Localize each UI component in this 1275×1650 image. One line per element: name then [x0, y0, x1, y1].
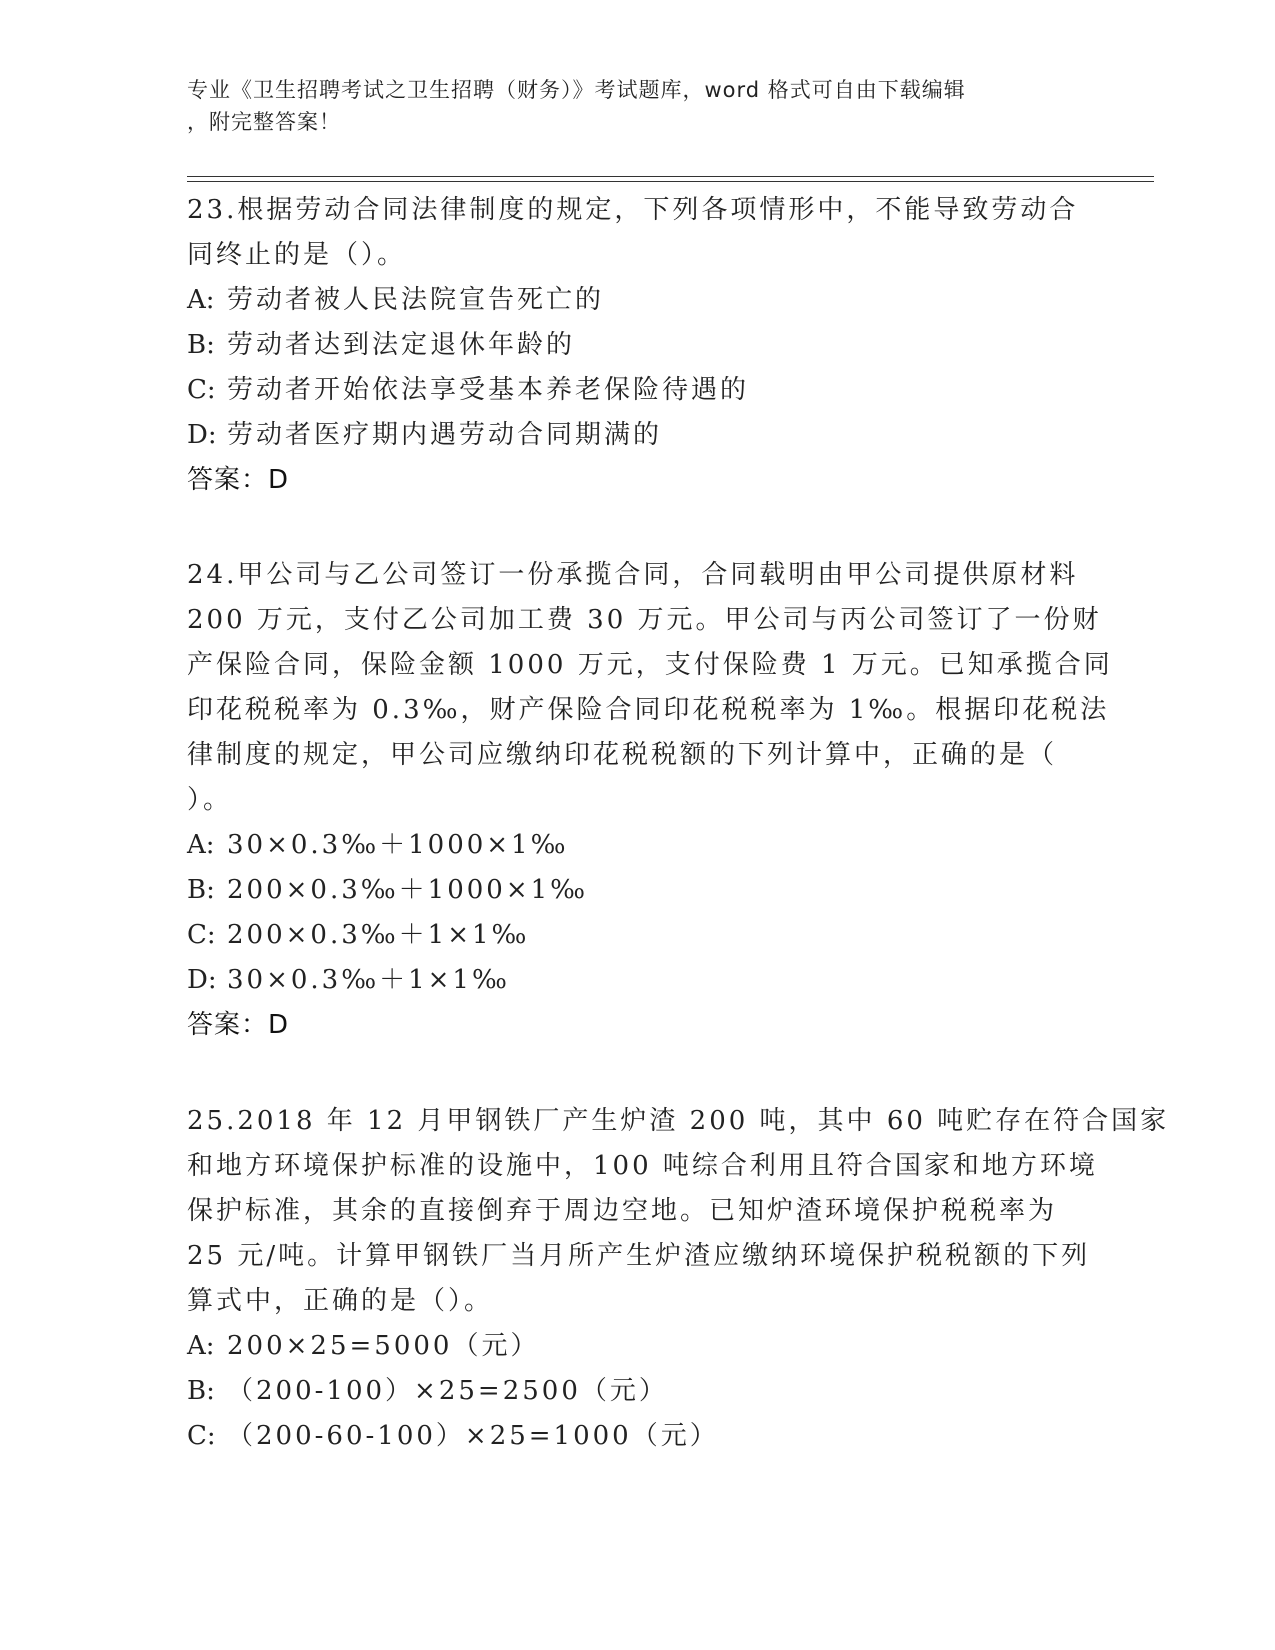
question-stem-line: 律制度的规定，甲公司应缴纳印花税税额的下列计算中，正确的是（ [187, 740, 1058, 770]
option-text: 200×0.3‰＋1000×1‰ [227, 875, 589, 905]
option-c [187, 913, 1087, 958]
option-a [187, 278, 1087, 323]
question-stem-line: 同终止的是（）。 [187, 240, 407, 270]
question-24 [187, 553, 1113, 1048]
option-letter: C: [187, 920, 216, 950]
question-stem-line: ）。 [187, 785, 233, 815]
option-d [187, 413, 1087, 458]
option-a [187, 823, 1087, 868]
option-text: 劳动者开始依法享受基本养老保险待遇的 [227, 375, 750, 405]
question-stem-line: 24.甲公司与乙公司签订一份承揽合同，合同载明由甲公司提供原材料 [187, 560, 1079, 590]
answer-line: 答案：D [187, 1010, 290, 1040]
question-stem-line: 印花税税率为 0.3‰，财产保险合同印花税税率为 1‰。根据印花税法 [187, 695, 1110, 725]
question-stem-line: 和地方环境保护标准的设施中，100 吨综合利用且符合国家和地方环境 [187, 1151, 1098, 1181]
option-letter: D: [187, 965, 217, 995]
question-stem-line: 23.根据劳动合同法律制度的规定，下列各项情形中，不能导致劳动合 [187, 195, 1079, 225]
option-b [187, 868, 1087, 913]
option-text: 200×0.3‰＋1×1‰ [227, 920, 530, 950]
question-stem-line: 25 元/吨。计算甲钢铁厂当月所产生炉渣应缴纳环境保护税税额的下列 [187, 1241, 1091, 1271]
document-header [187, 74, 1067, 138]
question-23 [187, 188, 1087, 503]
header-divider-top [187, 176, 1154, 177]
option-text: 劳动者医疗期内遇劳动合同期满的 [227, 420, 663, 450]
option-letter: B: [187, 330, 215, 360]
option-c [187, 368, 1087, 413]
option-letter: C: [187, 1421, 216, 1451]
header-line-1: 专业《卫生招聘考试之卫生招聘（财务）》考试题库，word 格式可自由下载编辑 [187, 78, 966, 102]
option-text: （200-100）×25=2500（元） [227, 1376, 668, 1406]
option-d [187, 958, 1087, 1003]
option-letter: A: [187, 1331, 215, 1361]
option-letter: A: [187, 830, 215, 860]
question-stem-line: 产保险合同，保险金额 1000 万元，支付保险费 1 万元。已知承揽合同 [187, 650, 1113, 680]
option-text: 劳动者达到法定退休年龄的 [227, 330, 576, 360]
option-b [187, 1369, 1087, 1414]
option-text: 200×25=5000（元） [227, 1331, 540, 1361]
header-divider-bottom [187, 181, 1154, 182]
option-text: 30×0.3‰＋1000×1‰ [227, 830, 569, 860]
option-c [187, 1414, 1087, 1459]
option-letter: B: [187, 875, 215, 905]
option-letter: B: [187, 1376, 215, 1406]
option-text: 劳动者被人民法院宣告死亡的 [227, 285, 605, 315]
option-text: 30×0.3‰＋1×1‰ [227, 965, 510, 995]
option-letter: C: [187, 375, 216, 405]
question-25 [187, 1099, 1170, 1459]
question-stem-line: 保护标准，其余的直接倒弃于周边空地。已知炉渣环境保护税税率为 [187, 1196, 1058, 1226]
option-letter: D: [187, 420, 217, 450]
option-b [187, 323, 1087, 368]
header-line-2: ，附完整答案！ [187, 110, 341, 134]
question-stem-line: 算式中，正确的是（）。 [187, 1286, 494, 1316]
question-stem-line: 25.2018 年 12 月甲钢铁厂产生炉渣 200 吨，其中 60 吨贮存在符合国家 [187, 1106, 1170, 1136]
option-text: （200-60-100）×25=1000（元） [227, 1421, 719, 1451]
option-letter: A: [187, 285, 215, 315]
answer-line: 答案：D [187, 465, 290, 495]
option-a [187, 1324, 1087, 1369]
question-stem-line: 200 万元，支付乙公司加工费 30 万元。甲公司与丙公司签订了一份财 [187, 605, 1102, 635]
